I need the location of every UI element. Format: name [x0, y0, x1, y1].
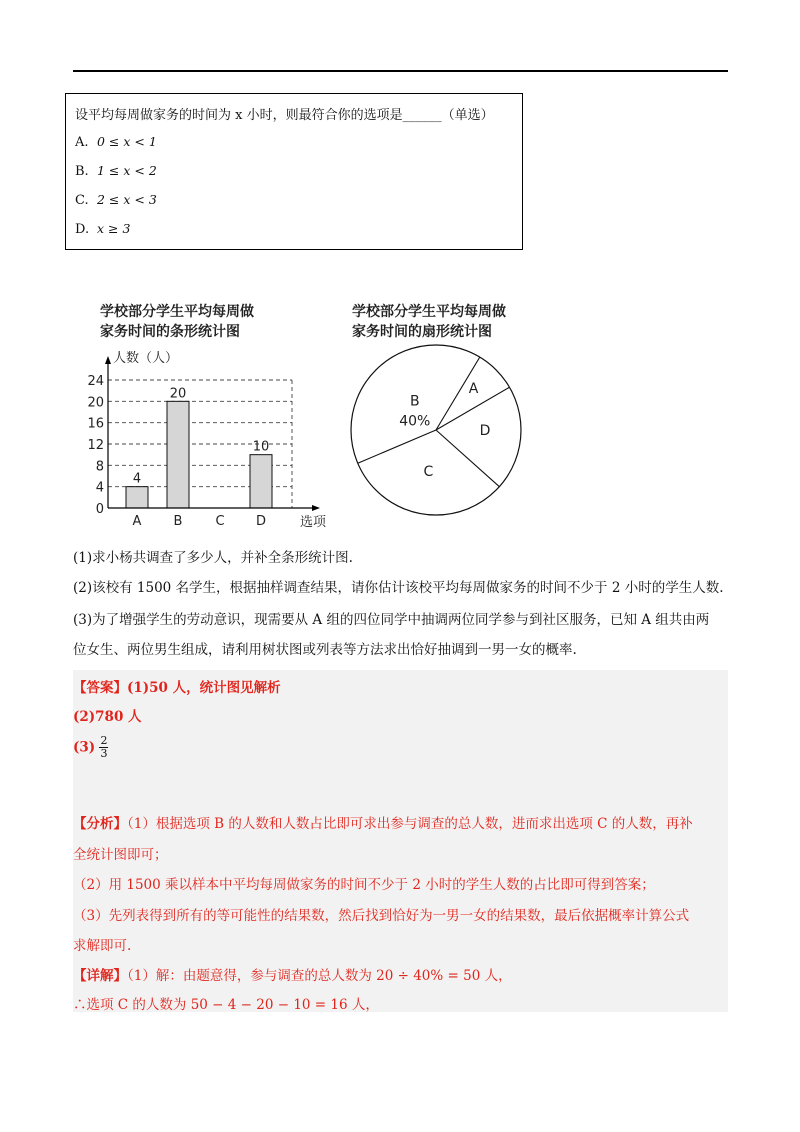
y-tick-label: 12 [87, 438, 104, 453]
y-tick-label: 16 [87, 416, 104, 432]
option-b: B. 1 ≤ x < 2 [75, 163, 157, 179]
answer-line1: 【答案】(1)50 人，统计图见解析 [73, 680, 281, 696]
bar-chart [87, 303, 327, 530]
y-axis-arrow [105, 356, 111, 364]
bar-data-label: 4 [132, 471, 142, 487]
pie-slice-label-A: A [468, 380, 479, 397]
pie-chart-title-line1: 学校部分学生平均每周做 [352, 304, 506, 320]
option-d: D. x ≥ 3 [75, 221, 131, 237]
analysis-tag: 【分析】 [73, 816, 127, 832]
question-3-line1: (3)为了增强学生的劳动意识，现需要从 A 组的四位同学中抽调两位同学参与到社区服务，已知 A 组共由两 [73, 612, 710, 628]
bar-data-label: 10 [252, 439, 270, 455]
answer-fraction: $\frac{2}{3}$ [100, 734, 108, 760]
analysis-line2: 全统计图即可； [73, 847, 168, 863]
y-tick-label: 0 [95, 502, 104, 517]
pie-chart-title-line2: 家务时间的扇形统计图 [352, 324, 492, 340]
pie-slice-label-C: C [423, 464, 434, 481]
bar-D [250, 455, 272, 508]
x-tick-label: C [215, 514, 225, 529]
bar-chart-title-line1: 学校部分学生平均每周做 [100, 304, 254, 320]
analysis-line4: （3）先列表得到所有的等可能性的结果数，然后找到恰好为一男一女的结果数，最后依据概率计算公式 [73, 908, 690, 924]
y-axis-label: 人数（人） [113, 351, 179, 366]
analysis-line3: （2）用 1500 乘以样本中平均每周做家务的时间不少于 2 小时的学生人数的占比即可得到答案； [73, 877, 655, 893]
answer-line2: (2)780 人 [73, 709, 142, 725]
y-tick-label: 4 [95, 480, 104, 496]
answer-line3: (3) $\frac{2}{3}$ [73, 734, 108, 760]
option-a: A. 0 ≤ x < 1 [75, 134, 157, 150]
question-1: (1)求小杨共调查了多少人，并补全条形统计图. [73, 550, 353, 566]
detail-tag: 【详解】 [73, 968, 127, 984]
x-tick-label: A [132, 514, 142, 529]
x-axis-label: 选项 [300, 515, 327, 530]
detail-line2: ∴选项 C 的人数为 50 − 4 − 20 − 10 = 16 人， [73, 997, 379, 1013]
question-2: (2)该校有 1500 名学生，根据抽样调查结果，请你估计该校平均每周做家务的时间不少于 2 小时的学生人数. [73, 580, 724, 596]
y-tick-label: 24 [87, 374, 104, 389]
pie-slice-label-B: B [410, 393, 420, 410]
detail-line1: 【详解】（1）解：由题意得，参与调查的总人数为 20 ÷ 40% = 50 人， [73, 968, 512, 984]
x-tick-label: D [255, 514, 267, 529]
pie-slice-percent: 40% [399, 413, 431, 430]
pie-chart [351, 303, 521, 515]
x-tick-label: B [173, 514, 183, 529]
bar-data-label: 20 [169, 386, 187, 402]
answer-tag: 【答案】 [73, 680, 127, 696]
pie-slice-label-D: D [479, 422, 491, 439]
bar-A [126, 487, 148, 508]
question-3-line2: 位女生、两位男生组成，请利用树状图或列表等方法求出恰好抽调到一男一女的概率. [73, 642, 577, 658]
y-tick-label: 20 [87, 395, 104, 411]
bar-chart-title-line2: 家务时间的条形统计图 [100, 324, 240, 340]
pie-marks [351, 345, 521, 515]
x-axis-arrow [312, 505, 320, 511]
bar-B [167, 401, 189, 508]
question-stem: 设平均每周做家务的时间为 x 小时，则最符合你的选项是______（单选） [75, 108, 494, 123]
survey-question-box [65, 93, 523, 250]
option-c: C. 2 ≤ x < 3 [75, 192, 157, 208]
header-rule [73, 70, 728, 72]
answer-panel [73, 670, 728, 1012]
analysis-line5: 求解即可. [73, 938, 132, 954]
charts-figure [80, 296, 540, 536]
y-tick-label: 8 [95, 459, 104, 475]
analysis-line1: 【分析】（1）根据选项 B 的人数和人数占比即可求出参与调查的总人数，进而求出选项 C 的人数，再补 [73, 816, 693, 832]
